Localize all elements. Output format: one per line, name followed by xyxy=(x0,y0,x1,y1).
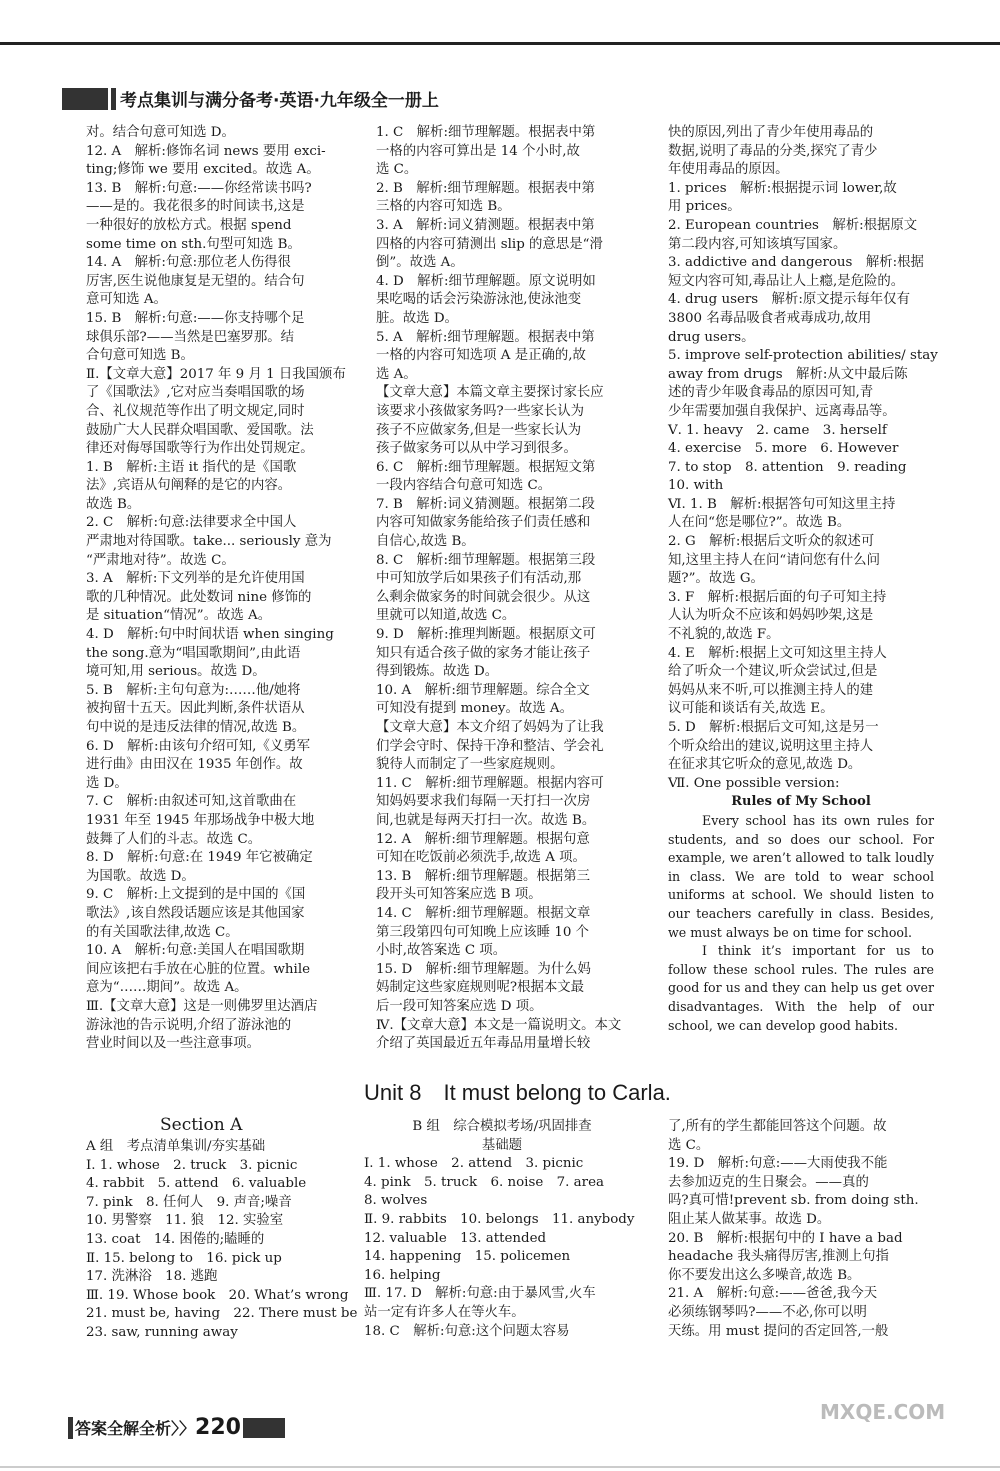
text-line: 议可能和谈话有关,故选 E。 xyxy=(668,701,834,717)
text-line: away from drugs 解析:从文中最后陈 xyxy=(668,366,908,382)
text-line: 第三段第四句可知晚上应该睡 10 个 xyxy=(376,924,590,940)
text-line: 7. pink 8. 任何人 9. 声音;噪音 xyxy=(86,1194,292,1210)
text-line: Ⅱ. 9. rabbits 10. belongs 11. anybody xyxy=(364,1211,635,1227)
text-line: 5. improve self-protection abilities/ stay xyxy=(668,348,938,364)
text-line: 三格的内容可知选 B。 xyxy=(376,199,511,215)
text-line: 5. B 解析:主句句意为:……他/她将 xyxy=(86,682,301,698)
text-line: 3800 名毒品吸食者戒毒成功,故用 xyxy=(668,310,872,326)
text-line: 中可知放学后如果孩子们有活动,那 xyxy=(376,571,582,587)
text-line: 在征求其它听众的意见,故选 D。 xyxy=(668,757,862,773)
text-line: 第二段内容,可知该填写国家。 xyxy=(668,236,847,252)
essay-paragraph-1: Every school has its own rules for students, and so does our school. For example, we aren’t allowed to talk loudly in class. We are told to wear school uniforms at school. We should listen to our teachers carefully in class. Besides, we must always be on time for school. xyxy=(668,812,934,940)
text-line: 7. to stop 8. attention 9. reading xyxy=(668,459,907,475)
text-line: 游泳池的告示说明,介绍了游泳池的 xyxy=(86,1017,292,1033)
text-line: 间应该把右手放在心脏的位置。while xyxy=(86,961,311,977)
text-line: Ⅲ.【文章大意】这是一则佛罗里达酒店 xyxy=(86,998,318,1014)
text-line: 妈制定这些家庭规则呢?根据本文最 xyxy=(376,980,585,996)
text-line: 3. A 解析:词义猜测题。根据表中第 xyxy=(376,217,595,233)
text-line: 题?”。故选 G。 xyxy=(668,571,764,587)
header-block xyxy=(62,88,108,110)
text-line: 四格的内容可猜测出 slip 的意思是“滑 xyxy=(376,236,603,252)
bottom-rule xyxy=(0,1466,1000,1468)
text-line: 后一段可知答案应选 D 项。 xyxy=(376,998,543,1014)
text-line: 厉害,医生说他康复是无望的。结合句 xyxy=(86,273,305,289)
text-line: Ⅲ. 17. D 解析:句意:由于暴风雪,火车 xyxy=(364,1286,596,1302)
text-line: 11. C 解析:细节理解题。根据内容可 xyxy=(376,775,604,791)
text-line: 倒”。故选 A。 xyxy=(376,255,464,271)
bottom-column-2 xyxy=(364,1118,640,1341)
text-line: Ⅱ.【文章大意】2017 年 9 月 1 日我国颁布 xyxy=(86,366,346,382)
footer-block xyxy=(243,1418,285,1438)
column-3 xyxy=(668,124,938,1035)
text-line: 对。结合句意可知选 D。 xyxy=(86,125,235,140)
text-line: 4. D 解析:细节理解题。原文说明如 xyxy=(376,273,596,289)
text-line: 基础题 xyxy=(481,1137,523,1153)
bottom-column-1 xyxy=(86,1138,358,1343)
text-line: 10. with xyxy=(668,478,724,494)
text-line: 18. C 解析:句意:这个问题太容易 xyxy=(364,1323,570,1339)
header-bar xyxy=(111,88,116,110)
text-line: 进行曲》由田汉在 1935 年创作。故 xyxy=(86,757,303,773)
text-line: 意为“……期间”。故选 A。 xyxy=(86,980,248,996)
text-line: 果吃喝的话会污染游泳池,使泳池变 xyxy=(376,292,582,308)
text-line: 2. B 解析:细节理解题。根据表中第 xyxy=(376,180,595,196)
text-line: Ⅶ. One possible version: xyxy=(668,775,840,791)
text-line: 介绍了英国最近五年毒品用量增长较 xyxy=(376,1036,591,1052)
text-line: 用 prices。 xyxy=(668,199,741,215)
text-line: 述的青少年吸食毒品的原因可知,青 xyxy=(668,385,874,401)
text-line: 鼓舞了人们的斗志。故选 C。 xyxy=(86,831,262,847)
page-footer xyxy=(68,1415,285,1441)
text-line: 17. 洗淋浴 18. 逃跑 xyxy=(86,1269,218,1285)
text-line: 站一定有许多人在等火车。 xyxy=(364,1304,525,1320)
text-line: 10. A 解析:细节理解题。综合全文 xyxy=(376,682,590,698)
text-line: “严肃地对待”。故选 C。 xyxy=(86,552,235,568)
text-line: 吗?真可惜!prevent sb. from doing sth. xyxy=(668,1193,919,1209)
text-line: 内容可知做家务能给孩子们责任感和 xyxy=(376,515,591,531)
text-line: 14. C 解析:细节理解题。根据文章 xyxy=(376,905,591,921)
text-line: 球俱乐部?——当然是巴塞罗那。结 xyxy=(86,329,295,345)
text-line: 给了听众一个建议,听众尝试过,但是 xyxy=(668,664,878,680)
header-title: 考点集训与满分备考·英语·九年级全一册上 xyxy=(120,91,439,111)
text-line: 们学会守时、保持干净和整洁、学会礼 xyxy=(376,738,604,754)
text-line: 9. D 解析:推理判断题。根据原文可 xyxy=(376,627,596,643)
text-line: 【文章大意】本篇文章主要探讨家长应 xyxy=(376,385,604,401)
text-line: 孩子做家务可以从中学习到很多。 xyxy=(376,441,577,457)
text-line: 律还对侮辱国歌等行为作出处罚规定。 xyxy=(86,441,314,457)
text-line: 少年需要加强自我保护、远离毒品等。 xyxy=(668,403,896,419)
text-line: 7. C 解析:由叙述可知,这首歌曲在 xyxy=(86,794,297,810)
text-line: 年使用毒品的原因。 xyxy=(668,162,789,178)
text-line: 阻止某人做某事。故选 D。 xyxy=(668,1211,831,1227)
text-line: 选 A。 xyxy=(376,366,417,382)
text-line: 短文内容可知,毒品让人上瘾,是危险的。 xyxy=(668,273,905,289)
text-line: 2. G 解析:根据后文听众的叙述可 xyxy=(668,534,875,550)
text-line: 数据,说明了毒品的分类,探究了青少 xyxy=(668,143,878,159)
text-line: 1. B 解析:主语 it 指代的是《国歌 xyxy=(86,459,297,475)
text-line: 知妈妈要求我们每隔一天打扫一次房 xyxy=(376,794,591,810)
text-line: 9. C 解析:上文提到的是中国的《国 xyxy=(86,887,306,903)
text-line: 里就可以知道,故选 C。 xyxy=(376,608,516,624)
text-line: 6. D 解析:由该句介绍可知,《义勇军 xyxy=(86,738,311,754)
text-line: 12. A 解析:修饰名词 news 要用 exci- xyxy=(86,143,326,159)
text-line: 3. A 解析:下文列举的是允许使用国 xyxy=(86,571,305,587)
text-line: 2. C 解析:句意:法律要求全中国人 xyxy=(86,515,297,531)
text-line: 一段内容结合句意可知选 C。 xyxy=(376,478,552,494)
text-line: 7. B 解析:词义猜测题。根据第二段 xyxy=(376,496,595,512)
text-line: 合、礼仪规范等作出了明文规定,同时 xyxy=(86,403,305,419)
text-line: A 组 考点清单集训/夯实基础 xyxy=(86,1139,266,1154)
text-line: 法》,宾语从句阐释的是它的内容。 xyxy=(86,478,292,494)
text-line: 小时,故答案选 C 项。 xyxy=(376,943,507,959)
text-line: 个听众给出的建议,说明这里主持人 xyxy=(668,738,874,754)
text-line: 为国歌。故选 D。 xyxy=(86,868,195,884)
text-line: 必须练钢琴吗?——不必,你可以明 xyxy=(668,1304,867,1320)
text-line: 8. C 解析:细节理解题。根据第三段 xyxy=(376,552,596,568)
text-line: 可知在吃饭前必须洗手,故选 A 项。 xyxy=(376,850,586,866)
text-line: 1. prices 解析:根据提示词 lower,故 xyxy=(668,180,897,196)
page-number: 220 xyxy=(195,1415,241,1440)
text-line: Ⅰ. 1. whose 2. truck 3. picnic xyxy=(86,1157,298,1173)
text-line: 孩子不应做家务,但是一些家长认为 xyxy=(376,422,582,438)
text-line: 16. helping xyxy=(364,1267,441,1283)
text-line: some time on sth.句型可知选 B。 xyxy=(86,236,301,252)
text-line: Ⅵ. 1. B 解析:根据答句可知这里主持 xyxy=(668,496,896,512)
text-line: 1. C 解析:细节理解题。根据表中第 xyxy=(376,125,596,140)
text-line: 21. must be, having 22. There must be xyxy=(86,1306,358,1322)
text-line: 15. B 解析:句意:——你支持哪个足 xyxy=(86,310,305,326)
text-line: 23. saw, running away xyxy=(86,1324,238,1340)
essay-title: Rules of My School xyxy=(731,794,871,810)
text-line: Ⅴ. 1. heavy 2. came 3. herself xyxy=(668,422,887,438)
text-line: 的有关国歌法律,故选 C。 xyxy=(86,924,239,940)
text-line: 境可知,用 serious。故选 D。 xyxy=(86,664,266,680)
text-line: 知只有适合孩子做的家务才能让孩子 xyxy=(376,645,591,661)
text-line: 一种很好的放松方式。根据 spend xyxy=(86,217,292,233)
text-line: 选 D。 xyxy=(86,775,128,791)
text-line: 【文章大意】本文介绍了妈妈为了让我 xyxy=(376,720,604,735)
text-line: 10. A 解析:句意:美国人在唱国歌期 xyxy=(86,943,305,959)
text-line: 4. drug users 解析:原文提示每年仅有 xyxy=(668,292,910,308)
text-line: 3. F 解析:根据后面的句子可知主持 xyxy=(668,589,887,605)
essay-paragraph-2: I think it’s important for us to follow these school rules. The rules are good for us and they can help us get over disadvantages. With the help of our school, we can develop good habits. xyxy=(668,943,934,1033)
text-line: 不礼貌的,故选 F。 xyxy=(668,627,780,643)
text-line: drug users。 xyxy=(668,329,755,345)
text-line: 14. A 解析:句意:那位老人伤得很 xyxy=(86,255,291,271)
text-line: 4. exercise 5. more 6. However xyxy=(668,441,899,457)
text-line: 鼓励广大人民群众唱国歌、爱国歌。法 xyxy=(86,422,314,438)
text-line: 12. valuable 13. attended xyxy=(364,1230,547,1246)
bottom-column-3 xyxy=(668,1118,934,1341)
text-line: 意可知选 A。 xyxy=(86,292,167,308)
text-line: 了,所有的学生都能回答这个问题。故 xyxy=(668,1119,887,1134)
watermark: MXQE.COM xyxy=(820,1400,946,1424)
text-line: 8. D 解析:句意:在 1949 年它被确定 xyxy=(86,850,313,866)
text-line: 选 C。 xyxy=(668,1137,710,1153)
text-line: 12. A 解析:细节理解题。根据句意 xyxy=(376,831,590,847)
text-line: 2. European countries 解析:根据原文 xyxy=(668,217,918,233)
top-rule xyxy=(0,42,1000,45)
text-line: 10. 男警察 11. 狼 12. 实验室 xyxy=(86,1213,284,1229)
text-line: headache 我头痛得厉害,推测上句指 xyxy=(668,1249,889,1265)
text-line: Ⅰ. 1. whose 2. attend 3. picnic xyxy=(364,1156,584,1172)
text-line: 歌法》,该自然段话题应该是其他国家 xyxy=(86,905,305,921)
text-line: 段开头可知答案应选 B 项。 xyxy=(376,887,542,903)
text-line: 13. B 解析:细节理解题。根据第三 xyxy=(376,868,590,884)
text-line: 间,也就是每两天打扫一次。故选 B。 xyxy=(376,812,596,828)
text-line: 去参加迈克的生日聚会。——真的 xyxy=(668,1174,869,1190)
text-line: 严肃地对待国歌。take... seriously 意为 xyxy=(86,534,332,550)
text-line: 营业时间以及一些注意事项。 xyxy=(86,1036,261,1052)
text-line: 一格的内容可算出是 14 个小时,故 xyxy=(376,143,580,159)
text-line: ting;修饰 we 要用 excited。故选 A。 xyxy=(86,162,320,178)
text-line: 人认为听众不应该和妈妈吵架,这是 xyxy=(668,608,874,624)
text-line: 8. wolves xyxy=(364,1193,428,1209)
text-line: 一格的内容可知选项 A 是正确的,故 xyxy=(376,348,586,364)
text-line: Ⅱ. 15. belong to 16. pick up xyxy=(86,1250,282,1266)
text-line: Ⅳ.【文章大意】本文是一篇说明文。本文 xyxy=(376,1017,622,1033)
text-line: 选 C。 xyxy=(376,162,418,178)
text-line: 14. happening 15. policemen xyxy=(364,1249,571,1265)
text-line: B 组 综合模拟考场/巩固排查 xyxy=(412,1119,592,1134)
text-line: 15. D 解析:细节理解题。为什么妈 xyxy=(376,961,591,977)
text-line: 19. D 解析:句意:——大雨使我不能 xyxy=(668,1156,888,1172)
text-line: 13. B 解析:句意:——你经常读书吗? xyxy=(86,180,312,196)
text-line: Ⅲ. 19. Whose book 20. What’s wrong xyxy=(86,1287,349,1303)
text-line: 4. E 解析:根据上文可知这里主持人 xyxy=(668,645,887,661)
text-line: 你不要发出这么多噪音,故选 B。 xyxy=(668,1267,861,1283)
text-line: 是 situation“情况”。故选 A。 xyxy=(86,608,272,624)
page-header xyxy=(62,86,962,114)
text-line: 故选 B。 xyxy=(86,496,141,512)
text-line: 快的原因,列出了青少年使用毒品的 xyxy=(668,125,874,140)
text-line: 21. A 解析:句意:——爸爸,我今天 xyxy=(668,1286,878,1302)
text-line: 天练。用 must 提问的否定回答,一般 xyxy=(668,1323,889,1339)
text-line: 妈妈从来不听,可以推测主持人的建 xyxy=(668,682,874,698)
unit-title: Unit 8 It must belong to Carla. xyxy=(364,1080,671,1105)
text-line: 自信心,故选 B。 xyxy=(376,534,475,550)
text-line: 4. rabbit 5. attend 6. valuable xyxy=(86,1176,307,1192)
text-line: 歌的几种情况。此处数词 nine 修饰的 xyxy=(86,589,312,605)
column-2 xyxy=(376,124,638,1054)
text-line: 合句意可知选 B。 xyxy=(86,348,194,364)
text-line: 20. B 解析:根据句中的 I have a bad xyxy=(668,1230,903,1246)
text-line: 6. C 解析:细节理解题。根据短文第 xyxy=(376,459,596,475)
section-title: Section A xyxy=(160,1115,243,1135)
text-line: 人在问“您是哪位?”。故选 B。 xyxy=(668,515,851,531)
footer-arrows: 〉〉 xyxy=(171,1419,196,1438)
text-line: the song.意为“唱国歌期间”,由此语 xyxy=(86,645,301,661)
text-line: 得到锻炼。故选 D。 xyxy=(376,664,499,680)
text-line: 4. pink 5. truck 6. noise 7. area xyxy=(364,1174,604,1190)
text-line: 被拘留十五天。因此判断,条件状语从 xyxy=(86,701,305,717)
text-line: 么剩余做家务的时间就会很少。从这 xyxy=(376,589,591,605)
text-line: 5. A 解析:细节理解题。根据表中第 xyxy=(376,329,595,345)
text-line: ——是的。我花很多的时间读书,这是 xyxy=(86,199,305,215)
text-line: 13. coat 14. 困倦的;瞌睡的 xyxy=(86,1231,265,1247)
text-line: 了《国歌法》,它对应当奏唱国歌的场 xyxy=(86,385,305,401)
text-line: 3. addictive and dangerous 解析:根据 xyxy=(668,255,924,271)
text-line: 4. D 解析:句中时间状语 when singing xyxy=(86,627,334,643)
column-1 xyxy=(86,124,348,1054)
text-line: 句中说的是违反法律的情况,故选 B。 xyxy=(86,720,306,735)
text-line: 1931 年至 1945 年那场战争中极大地 xyxy=(86,812,315,828)
footer-bar xyxy=(68,1417,73,1439)
text-line: 5. D 解析:根据后文可知,这是另一 xyxy=(668,720,879,735)
text-line: 可知没有提到 money。故选 A。 xyxy=(376,701,573,717)
text-line: 该要求小孩做家务吗?一些家长认为 xyxy=(376,403,585,419)
text-line: 知,这里主持人在问“请问您有什么问 xyxy=(668,552,880,568)
text-line: 貌待人而制定了一些家庭规则。 xyxy=(376,757,564,773)
text-line: 脏。故选 D。 xyxy=(376,310,458,326)
footer-label: 答案全解全析 xyxy=(75,1419,172,1438)
